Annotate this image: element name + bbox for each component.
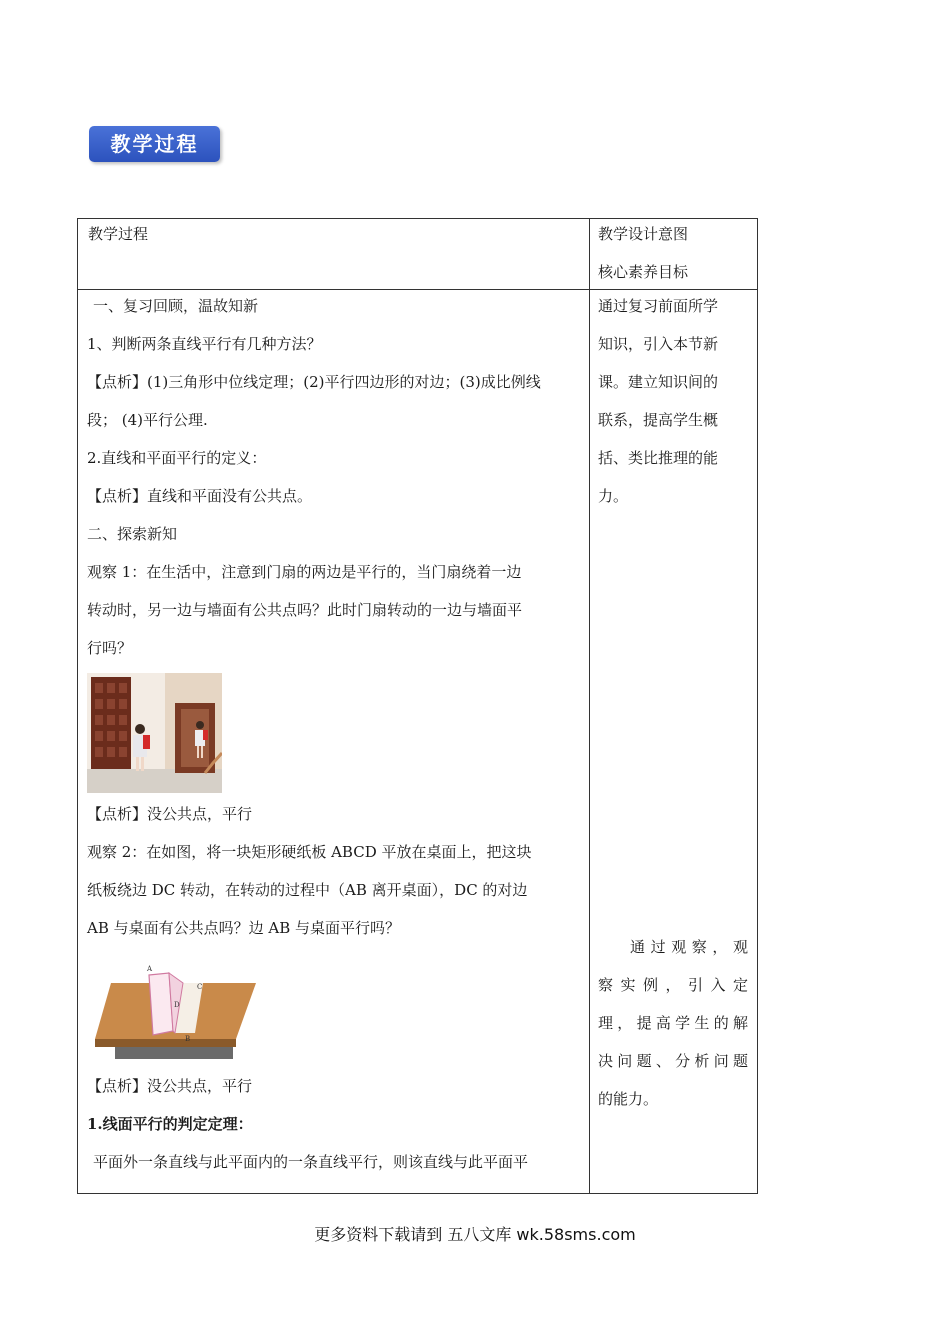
point-b-label: B: [185, 1035, 191, 1043]
observation-2-line-2: 纸板绕边 DC 转动，在转动的过程中（AB 离开桌面），DC 的对边: [87, 881, 528, 899]
answer-1-line-1: 【点析】(1)三角形中位线定理；(2)平行四边形的对边；(3)成比例线: [87, 373, 541, 391]
header-design-intent: [598, 215, 688, 291]
theorem-title: 1.线面平行的判定定理：: [87, 1115, 253, 1133]
answer-2: 【点析】直线和平面没有公共点。: [87, 487, 313, 505]
question-1: 1、判断两条直线平行有几种方法？: [87, 335, 322, 353]
intent-1-line: 知识，引入本节新: [598, 335, 719, 353]
header-intent-line: 教学设计意图: [598, 225, 689, 243]
column-divider: [589, 219, 590, 1193]
header-goal-line: 核心素养目标: [598, 263, 689, 281]
section-explore-title: 二、探索新知: [87, 525, 178, 543]
section-review-title: 一、复习回顾，温故知新: [93, 297, 259, 315]
observation-2-line-3: AB 与桌面有公共点吗？边 AB 与桌面平行吗？: [87, 919, 401, 937]
design-intent-content: [598, 287, 750, 1118]
intent-1-line: 力。: [598, 487, 629, 505]
question-2: 2.直线和平面平行的定义：: [87, 449, 267, 467]
intent-2-line: 理，提高学生的解: [598, 1014, 750, 1032]
answer-3: 【点析】没公共点，平行: [87, 805, 253, 823]
point-a-label: A: [147, 965, 153, 973]
answer-1-line-2: 段； (4)平行公理.: [87, 411, 208, 429]
lesson-table: [77, 218, 758, 1194]
intent-2-line: 察实例，引入定: [598, 976, 750, 994]
main-content: [87, 287, 584, 1181]
intent-1-line: 联系，提高学生概: [598, 411, 719, 429]
intent-2-line: 通过观察，观: [630, 938, 750, 956]
intent-1-line: 通过复习前面所学: [598, 297, 719, 315]
observation-1-line-3: 行吗？: [87, 639, 133, 657]
theorem-text: 平面外一条直线与此平面内的一条直线平行，则该直线与此平面平: [93, 1153, 529, 1171]
door-illustration: [87, 673, 222, 793]
spacer: [598, 515, 750, 928]
observation-1-line-1: 观察 1：在生活中，注意到门扇的两边是平行的，当门扇绕着一边: [87, 563, 522, 581]
point-d-label: D: [174, 1001, 180, 1009]
cardboard-on-table-illustration: [91, 961, 259, 1059]
intent-1-line: 课。建立知识间的: [598, 373, 719, 391]
point-c-label: C: [197, 983, 203, 991]
observation-1-line-2: 转动时，另一边与墙面有公共点吗？此时门扇转动的一边与墙面平: [87, 601, 523, 619]
intent-2-line: 决问题、分析问题: [598, 1052, 750, 1070]
section-banner: 教学过程: [89, 126, 220, 162]
answer-4: 【点析】没公共点，平行: [87, 1077, 253, 1095]
intent-1-line: 括、类比推理的能: [598, 449, 719, 467]
footer-link[interactable]: 更多资料下载请到 五八文库 wk.58sms.com: [314, 1225, 636, 1244]
intent-2-line: 的能力。: [598, 1090, 659, 1108]
observation-2-line-1: 观察 2：在如图，将一块矩形硬纸板 ABCD 平放在桌面上，把这块: [87, 843, 532, 861]
header-process: 教学过程: [88, 225, 149, 243]
